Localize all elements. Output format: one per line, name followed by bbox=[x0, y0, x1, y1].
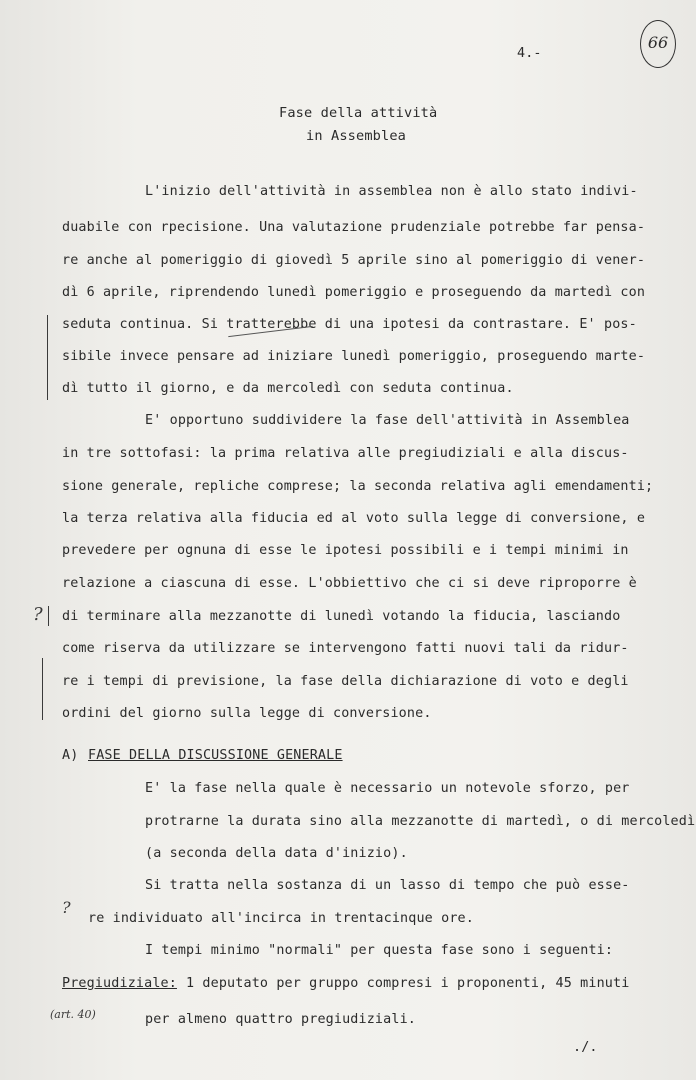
body-line: sibile invece pensare ad iniziare lunedì pomeriggio, proseguendo marte- bbox=[62, 349, 646, 364]
margin-bracket-2 bbox=[42, 658, 43, 720]
section-line: E' la fase nella quale è necessario un notevole sforzo, per bbox=[145, 781, 630, 796]
margin-note: (art. 40) bbox=[50, 1008, 96, 1021]
body-line: re anche al pomeriggio di giovedì 5 aprile sino al pomeriggio di vener- bbox=[62, 253, 646, 268]
margin-bar bbox=[48, 606, 49, 626]
body-line: dì tutto il giorno, e da mercoledì con seduta continua. bbox=[62, 381, 514, 396]
title-line-2: in Assemblea bbox=[306, 128, 407, 144]
body-line: dì 6 aprile, riprendendo lunedì pomeriggio e proseguendo da martedì con bbox=[62, 285, 646, 300]
continuation-mark: ./. bbox=[573, 1040, 598, 1055]
body-line: sione generale, repliche comprese; la seconda relativa agli emendamenti; bbox=[62, 479, 654, 494]
question-mark-annotation: ? bbox=[33, 604, 43, 625]
section-line: protrarne la durata sino alla mezzanotte di martedì, o di mercoledì bbox=[145, 814, 696, 829]
body-line: di terminare alla mezzanotte di lunedì votando la fiducia, lasciando bbox=[62, 609, 621, 624]
body-line: seduta continua. Si tratterebbe di una ipotesi da contrastare. E' pos- bbox=[62, 317, 637, 332]
stamp-number: 66 bbox=[647, 33, 669, 52]
section-line: re individuato all'incirca in trentacinque ore. bbox=[88, 911, 474, 926]
page-stamp bbox=[640, 20, 676, 68]
pregiudiziale-text: 1 deputato per gruppo compresi i proponenti, 45 minuti bbox=[186, 976, 630, 991]
page-number: 4.- bbox=[517, 46, 542, 61]
question-mark-annotation: ? bbox=[62, 898, 71, 917]
section-line: (a seconda della data d'inizio). bbox=[145, 846, 408, 861]
pregiudiziale-label: Pregiudiziale: bbox=[62, 976, 177, 991]
body-line: ordini del giorno sulla legge di conversione. bbox=[62, 706, 432, 721]
body-line: E' opportuno suddividere la fase dell'attività in Assemblea bbox=[145, 413, 630, 428]
section-label: A) bbox=[62, 748, 79, 763]
body-line: relazione a ciascuna di esse. L'obbiettivo che ci si deve riproporre è bbox=[62, 576, 637, 591]
pregiudiziale-text-2: per almeno quattro pregiudiziali. bbox=[145, 1012, 416, 1027]
body-line: in tre sottofasi: la prima relativa alle pregiudiziali e alla discus- bbox=[62, 446, 629, 461]
body-line: la terza relativa alla fiducia ed al voto sulla legge di conversione, e bbox=[62, 511, 646, 526]
section-line: I tempi minimo "normali" per questa fase sono i seguenti: bbox=[145, 943, 614, 958]
body-line: prevedere per ognuna di esse le ipotesi possibili e i tempi minimi in bbox=[62, 543, 629, 558]
section-heading: FASE DELLA DISCUSSIONE GENERALE bbox=[88, 748, 343, 763]
title-line-1: Fase della attività bbox=[279, 105, 438, 121]
body-line: L'inizio dell'attività in assemblea non è allo stato indivi- bbox=[145, 184, 638, 199]
margin-bracket-1 bbox=[47, 315, 48, 400]
body-line: duabile con rpecisione. Una valutazione prudenziale potrebbe far pensa- bbox=[62, 220, 646, 235]
body-line: come riserva da utilizzare se intervengono fatti nuovi tali da ridur- bbox=[62, 641, 629, 656]
body-line: re i tempi di previsione, la fase della dichiarazione di voto e degli bbox=[62, 674, 629, 689]
section-line: Si tratta nella sostanza di un lasso di tempo che può esse- bbox=[145, 878, 630, 893]
